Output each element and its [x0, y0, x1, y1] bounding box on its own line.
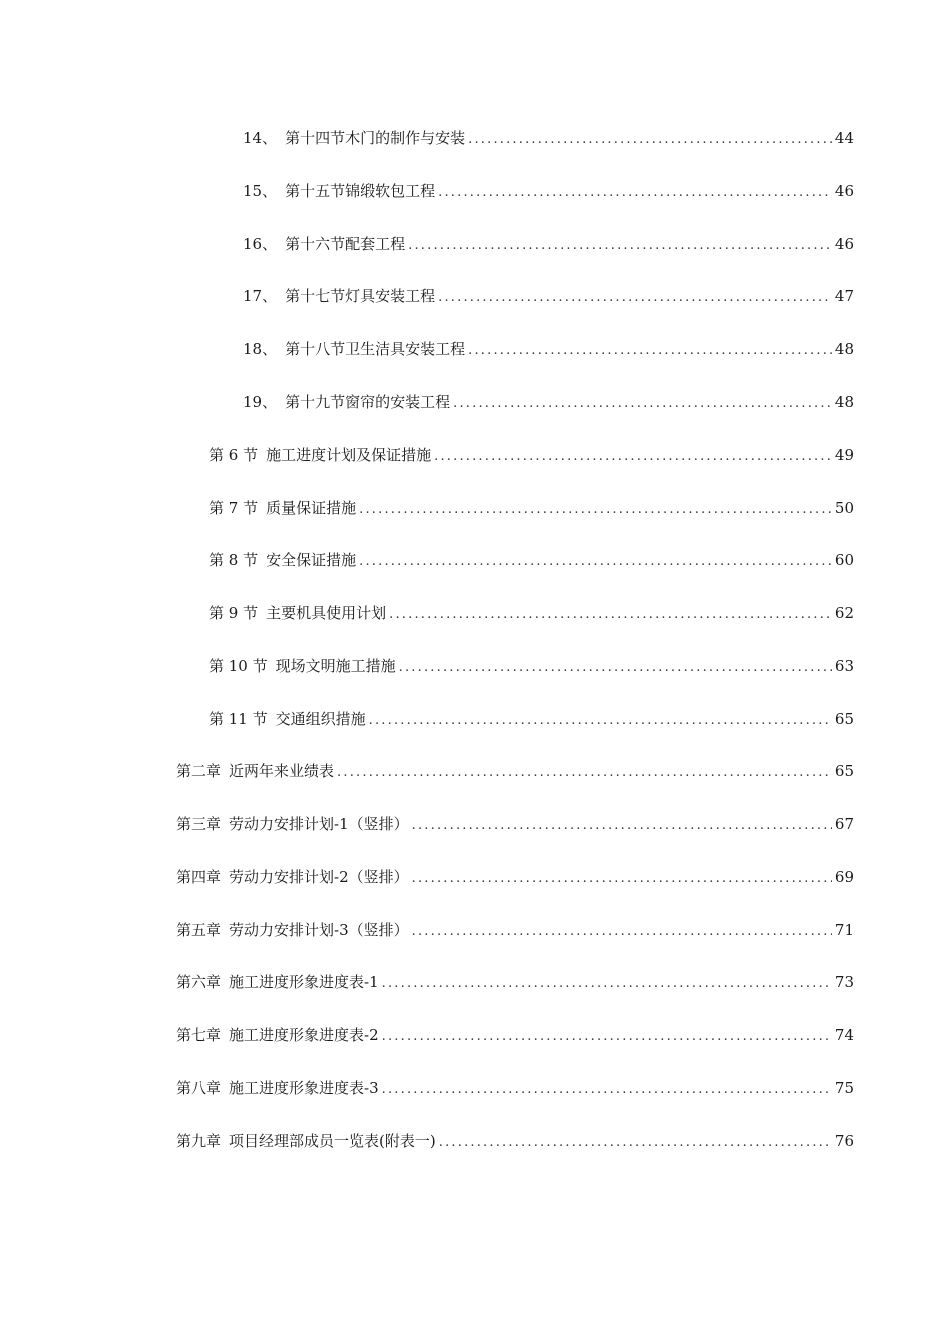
dot-leader — [412, 814, 832, 836]
dot-leader — [439, 1131, 832, 1153]
entry-title: 主要机具使用计划 — [266, 604, 387, 622]
entry-number: 第八章 — [176, 1079, 222, 1097]
entry-number: 17、 — [243, 287, 278, 305]
dot-leader — [359, 498, 832, 520]
dot-leader — [399, 656, 832, 678]
dot-leader — [382, 1078, 832, 1100]
dot-leader — [389, 603, 832, 625]
entry-title: 安全保证措施 — [266, 551, 357, 569]
entry-title: 施工进度形象进度表-2 — [229, 1026, 379, 1044]
dot-leader — [369, 709, 832, 731]
dot-leader — [438, 286, 832, 308]
dot-leader — [382, 972, 832, 994]
entry-number: 第 8 节 — [209, 551, 259, 569]
toc-entry[interactable] — [176, 865, 854, 889]
entry-page-number: 71 — [834, 921, 854, 939]
dot-leader — [382, 1025, 832, 1047]
entry-title: 交通组织措施 — [275, 710, 366, 728]
entry-title: 第十四节木门的制作与安装 — [285, 129, 466, 147]
entry-number: 第 10 节 — [209, 657, 268, 675]
dot-leader — [453, 392, 832, 414]
dot-leader — [434, 445, 832, 467]
entry-number: 第二章 — [176, 762, 222, 780]
dot-leader — [412, 867, 832, 889]
entry-page-number: 44 — [834, 129, 854, 147]
toc-entry[interactable] — [243, 390, 854, 414]
entry-title: 第十九节窗帘的安装工程 — [285, 393, 451, 411]
toc-entry[interactable] — [243, 179, 854, 203]
toc-entry[interactable] — [176, 918, 854, 942]
entry-number: 第五章 — [176, 921, 222, 939]
toc-entry[interactable] — [243, 284, 854, 308]
toc-entry[interactable] — [176, 1023, 854, 1047]
entry-page-number: 75 — [834, 1079, 854, 1097]
entry-number: 16、 — [243, 235, 278, 253]
entry-number: 第六章 — [176, 973, 222, 991]
entry-title: 第十八节卫生洁具安装工程 — [285, 340, 466, 358]
dot-leader — [468, 339, 832, 361]
toc-entry[interactable] — [176, 759, 854, 783]
entry-title: 近两年来业绩表 — [229, 762, 335, 780]
entry-title: 第十六节配套工程 — [285, 235, 406, 253]
entry-title: 现场文明施工措施 — [275, 657, 396, 675]
entry-title: 劳动力安排计划-3（竖排） — [229, 921, 409, 939]
entry-title: 第十五节锦缎软包工程 — [285, 182, 436, 200]
entry-number: 14、 — [243, 129, 278, 147]
entry-number: 18、 — [243, 340, 278, 358]
entry-page-number: 67 — [834, 815, 854, 833]
entry-page-number: 48 — [834, 340, 854, 358]
entry-number: 第四章 — [176, 868, 222, 886]
entry-title: 劳动力安排计划-1（竖排） — [229, 815, 409, 833]
entry-number: 第 7 节 — [209, 499, 259, 517]
entry-page-number: 60 — [834, 551, 854, 569]
entry-title: 施工进度形象进度表-1 — [229, 973, 379, 991]
entry-number: 第三章 — [176, 815, 222, 833]
entry-title: 质量保证措施 — [266, 499, 357, 517]
toc-entry[interactable] — [243, 337, 854, 361]
toc-entry[interactable] — [209, 496, 854, 520]
entry-page-number: 48 — [834, 393, 854, 411]
entry-number: 19、 — [243, 393, 278, 411]
entry-page-number: 50 — [834, 499, 854, 517]
entry-title: 第十七节灯具安装工程 — [285, 287, 436, 305]
entry-number: 第 9 节 — [209, 604, 259, 622]
entry-page-number: 47 — [834, 287, 854, 305]
entry-page-number: 73 — [834, 973, 854, 991]
entry-title: 施工进度形象进度表-3 — [229, 1079, 379, 1097]
dot-leader — [468, 128, 832, 150]
dot-leader — [337, 761, 832, 783]
toc-entry[interactable] — [209, 443, 854, 467]
entry-page-number: 63 — [834, 657, 854, 675]
toc-entry[interactable] — [176, 970, 854, 994]
entry-number: 第 11 节 — [209, 710, 268, 728]
toc-entry[interactable] — [243, 232, 854, 256]
entry-number: 第 6 节 — [209, 446, 259, 464]
entry-title: 劳动力安排计划-2（竖排） — [229, 868, 409, 886]
entry-page-number: 76 — [834, 1132, 854, 1150]
entry-page-number: 74 — [834, 1026, 854, 1044]
toc-entry[interactable] — [176, 1076, 854, 1100]
toc-entry[interactable] — [176, 1129, 854, 1153]
dot-leader — [359, 550, 832, 572]
entry-page-number: 69 — [834, 868, 854, 886]
entry-page-number: 49 — [834, 446, 854, 464]
dot-leader — [408, 234, 832, 256]
entry-number: 15、 — [243, 182, 278, 200]
entry-title: 施工进度计划及保证措施 — [266, 446, 432, 464]
entry-page-number: 46 — [834, 182, 854, 200]
entry-number: 第九章 — [176, 1132, 222, 1150]
entry-title: 项目经理部成员一览表(附表一) — [229, 1132, 436, 1150]
dot-leader — [438, 181, 832, 203]
entry-page-number: 65 — [834, 762, 854, 780]
dot-leader — [412, 920, 832, 942]
toc-entry[interactable] — [209, 601, 854, 625]
toc-entry[interactable] — [209, 548, 854, 572]
entry-page-number: 62 — [834, 604, 854, 622]
entry-page-number: 46 — [834, 235, 854, 253]
toc-entry[interactable] — [209, 654, 854, 678]
toc-entry[interactable] — [209, 707, 854, 731]
entry-number: 第七章 — [176, 1026, 222, 1044]
toc-entry[interactable] — [243, 126, 854, 150]
entry-page-number: 65 — [834, 710, 854, 728]
toc-entry[interactable] — [176, 812, 854, 836]
